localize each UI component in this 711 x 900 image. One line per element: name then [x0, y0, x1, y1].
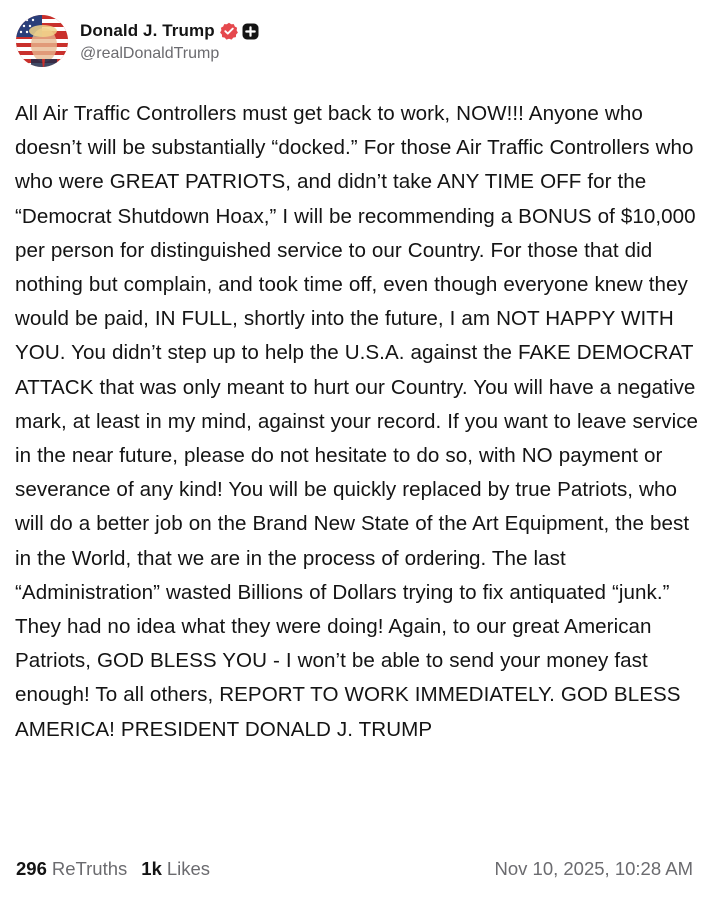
retruths-label: ReTruths	[51, 858, 128, 879]
post-timestamp[interactable]: Nov 10, 2025, 10:28 AM	[494, 858, 693, 879]
plus-badge-icon	[242, 23, 259, 40]
likes-count: 1k	[141, 858, 162, 879]
author-identity	[80, 19, 259, 63]
post-footer	[16, 855, 693, 883]
author-name-row	[80, 19, 259, 43]
likes-label: Likes	[166, 858, 211, 879]
avatar-image	[16, 15, 68, 67]
avatar[interactable]	[16, 15, 68, 67]
likes-stat[interactable]	[141, 858, 210, 880]
post-header	[16, 14, 259, 68]
retruths-count: 296	[16, 858, 47, 879]
post-body-text: All Air Traffic Controllers must get back to work, NOW!!! Anyone who doesn’t will be substantially “docked.” For those Air Traffic Controllers who who were GREAT PATRIOTS, and didn’t take ANY TIME OFF for the “Democrat Shutdown Hoax,” I will be recommending a BONUS of $10,000 per person for distinguished service to our Country. For those that did nothing but complain, and took time off, even though everyone knew they would be paid, IN FULL, shortly into the future, I am NOT HAPPY WITH YOU. You didn’t step up to help the U.S.A. against the FAKE DEMOCRAT ATTACK that was only meant to hurt our Country. You will have a negative mark, at least in my mind, against your record. If you want to leave service in the near future, please do not hesitate to do so, with NO payment or severance of any kind! You will be quickly replaced by true Patriots, who will do a better job on the Brand New State of the Art Equipment, the best in the World, that we are in the process of ordering. The last “Administration” wasted Billions of Dollars trying to fix antiquated “junk.” They had no idea what they were doing! Again, to our great American Patriots, GOD BLESS YOU - I won’t be able to send your money fast enough! To all others, REPORT TO WORK IMMEDIATELY. GOD BLESS AMERICA! PRESIDENT DONALD J. TRUMP	[15, 102, 699, 741]
verified-badge-icon	[220, 22, 238, 40]
retruths-stat[interactable]	[16, 858, 127, 880]
author-handle[interactable]: @realDonaldTrump	[80, 45, 220, 62]
author-display-name[interactable]: Donald J. Trump	[80, 21, 215, 40]
